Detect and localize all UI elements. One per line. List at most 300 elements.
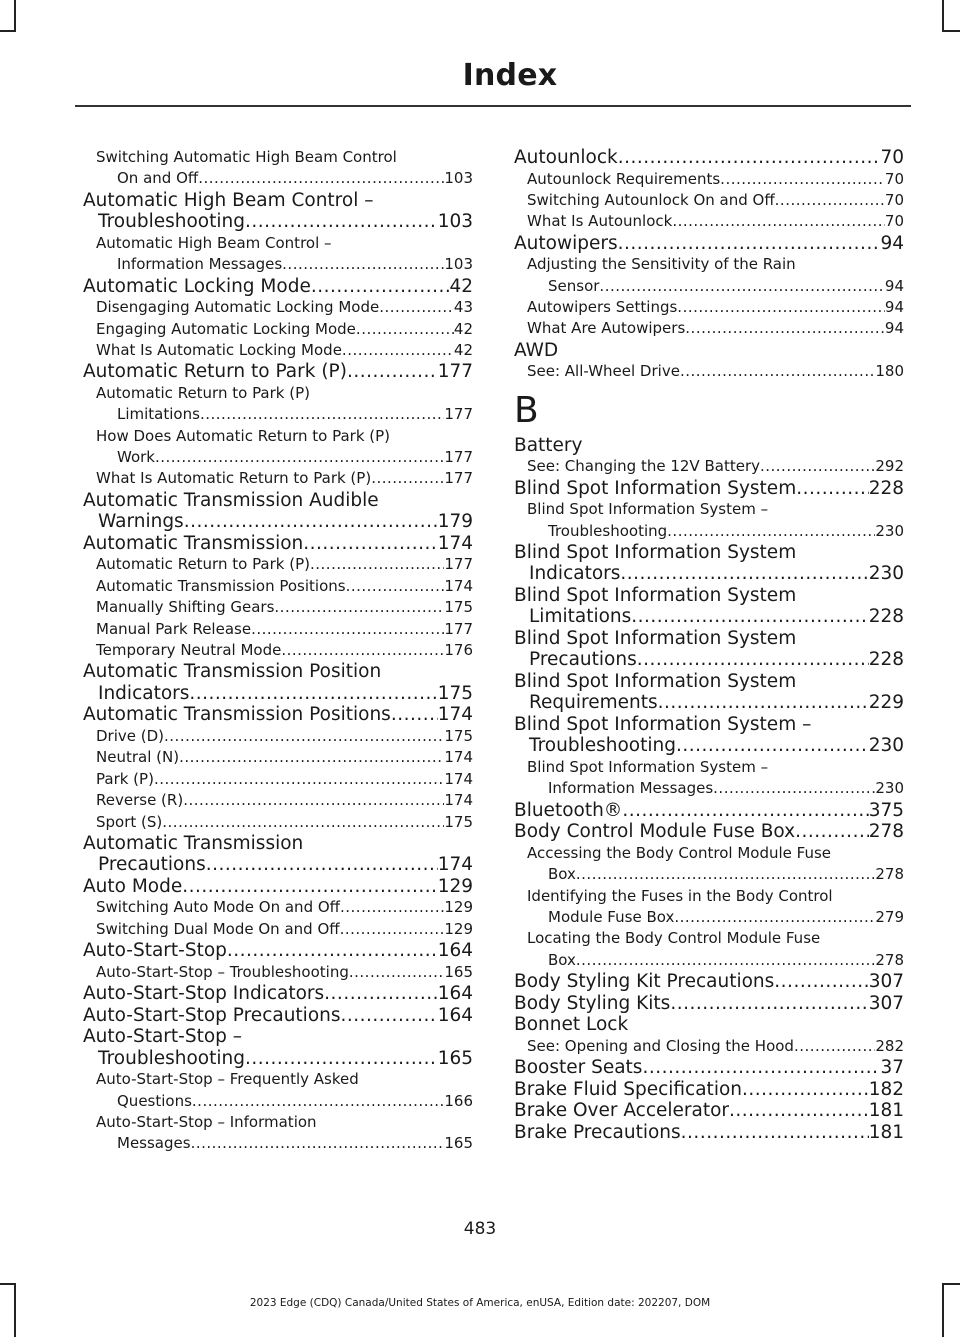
dot-leader	[182, 876, 437, 898]
dot-leader	[796, 478, 868, 500]
dot-leader	[324, 983, 438, 1005]
index-entry-text: What Is Automatic Return to Park (P)	[96, 469, 372, 488]
dot-leader	[303, 533, 437, 555]
index-page-ref: 164	[437, 983, 473, 1005]
crop-mark-top-right-vertical	[942, 0, 944, 32]
index-entry-text: Troubleshooting	[529, 735, 676, 757]
index-entry	[83, 876, 473, 898]
index-subentry	[83, 919, 473, 940]
index-subentry	[83, 769, 473, 790]
index-page-ref: 166	[444, 1091, 473, 1110]
index-entry-text: Blind Spot Information System	[514, 477, 797, 499]
index-page-ref: 174	[437, 704, 473, 726]
index-entry-text: Precautions	[529, 649, 637, 671]
index-entry	[83, 704, 473, 726]
index-subentry	[514, 757, 904, 800]
dot-leader	[379, 297, 454, 318]
index-entry-text: Body Styling Kits	[514, 992, 671, 1014]
crop-mark-top-right-horizontal	[942, 30, 960, 32]
index-entry-text: Battery	[514, 434, 583, 456]
index-page-ref: 103	[444, 255, 473, 274]
index-page-ref: 174	[444, 791, 473, 810]
index-page-ref: 307	[868, 971, 904, 993]
index-page-ref: 229	[868, 692, 904, 714]
index-page-ref: 42	[453, 319, 473, 338]
index-page-ref: 94	[884, 298, 904, 317]
index-entry-text: Automatic Return to Park (P)	[96, 555, 310, 574]
index-entry-text: Automatic Return to Park (P)	[83, 361, 347, 383]
index-page-ref: 42	[449, 275, 473, 297]
index-subentry	[83, 554, 473, 575]
index-entry-text: Switching Autounlock On and Off	[527, 190, 775, 209]
index-entry-text: Blind Spot Information System –	[527, 500, 769, 519]
index-page-ref: 37	[880, 1057, 904, 1079]
index-entry	[514, 821, 904, 843]
dot-leader	[162, 812, 444, 833]
index-subentry	[83, 576, 473, 597]
index-subentry	[83, 640, 473, 661]
index-page-ref: 292	[875, 457, 904, 476]
index-entry-text: Automatic Transmission	[83, 532, 304, 554]
dot-leader	[599, 276, 884, 297]
index-entry	[514, 233, 904, 255]
index-entry-text: Auto-Start-Stop – Frequently Asked	[96, 1070, 359, 1089]
index-entry-text: Automatic High Beam Control –	[83, 189, 374, 211]
index-page-ref: 375	[868, 799, 904, 821]
index-page-ref: 177	[444, 448, 473, 467]
index-page-ref: 174	[437, 854, 473, 876]
index-entry	[83, 661, 473, 704]
index-entry-text: Auto-Start-Stop Indicators	[83, 983, 325, 1005]
index-page-ref: 181	[868, 1121, 904, 1143]
index-entry-text: Brake Precautions	[514, 1121, 681, 1143]
dot-leader	[672, 211, 885, 232]
index-entry-text: Automatic Locking Mode	[83, 275, 311, 297]
dot-leader	[198, 168, 444, 189]
index-entry-text: Autounlock	[514, 147, 618, 168]
index-subentry	[83, 619, 473, 640]
index-page-ref: 43	[453, 298, 473, 317]
index-entry-text: Work	[117, 448, 155, 467]
dot-leader	[576, 950, 875, 971]
index-page-ref: 177	[444, 555, 473, 574]
index-page-ref: 175	[444, 726, 473, 745]
index-entry-text: Auto-Start-Stop	[83, 940, 227, 962]
index-subentry	[514, 361, 904, 382]
dot-leader	[637, 649, 869, 671]
dot-leader	[179, 747, 444, 768]
index-subentry	[83, 747, 473, 768]
dot-leader	[676, 735, 869, 757]
index-entry-text: Booster Seats	[514, 1057, 643, 1079]
index-entry	[514, 478, 904, 500]
index-entry	[514, 1079, 904, 1101]
index-page-ref: 228	[868, 477, 904, 499]
index-page-ref: 129	[437, 875, 473, 897]
index-section-letter: B	[514, 389, 539, 431]
dot-leader	[340, 919, 445, 940]
index-entry-text: See: Changing the 12V Battery	[527, 457, 760, 476]
index-entry	[514, 800, 904, 822]
index-entry-text: Box	[548, 865, 576, 884]
index-subentry	[83, 726, 473, 747]
index-entry	[83, 190, 473, 233]
index-page-ref: 174	[444, 576, 473, 595]
index-subentry	[514, 499, 904, 542]
index-page-ref: 177	[444, 619, 473, 638]
index-entry-text: What Is Automatic Locking Mode	[96, 340, 342, 359]
dot-leader	[189, 683, 437, 705]
index-subentry	[83, 147, 473, 190]
index-entry-text: See: All-Wheel Drive	[527, 362, 680, 381]
index-entry-text: Engaging Automatic Locking Mode	[96, 319, 356, 338]
index-entry-text: Switching Dual Mode On and Off	[96, 919, 340, 938]
index-page-ref: 175	[444, 598, 473, 617]
dot-leader	[191, 1133, 445, 1154]
index-subentry	[83, 790, 473, 811]
index-entry-text: Locating the Body Control Module Fuse	[527, 929, 821, 948]
dot-leader	[674, 907, 875, 928]
index-page-ref: 70	[880, 147, 904, 168]
index-page-ref: 165	[444, 1134, 473, 1153]
index-entry-text: Blind Spot Information System	[514, 541, 797, 563]
dot-leader	[680, 361, 875, 382]
index-subentry	[83, 233, 473, 276]
dot-leader	[618, 233, 881, 255]
index-entry	[514, 1122, 904, 1144]
index-page-ref: 228	[868, 606, 904, 628]
index-page-ref: 180	[875, 362, 904, 381]
index-subentry	[83, 340, 473, 361]
index-entry-text: Identifying the Fuses in the Body Control	[527, 886, 833, 905]
dot-leader	[200, 404, 444, 425]
crop-mark-bottom-left-vertical	[14, 1283, 16, 1337]
index-entry	[514, 1100, 904, 1122]
crop-mark-top-left-vertical	[14, 0, 16, 32]
index-subentry	[514, 456, 904, 477]
dot-leader	[164, 726, 444, 747]
dot-leader	[760, 456, 875, 477]
index-page-ref: 177	[437, 361, 473, 383]
index-entry-text: On and Off	[117, 169, 199, 188]
dot-leader	[742, 1079, 869, 1101]
index-page-ref: 230	[875, 779, 904, 798]
index-page-ref: 165	[444, 962, 473, 981]
dot-leader	[356, 319, 454, 340]
index-page-ref: 228	[868, 649, 904, 671]
index-page-ref: 175	[437, 682, 473, 704]
index-entry-text: Automatic Return to Park (P)	[96, 383, 310, 402]
index-entry-text: Reverse (R)	[96, 791, 184, 810]
index-entry-text: Questions	[117, 1091, 192, 1110]
dot-leader	[184, 511, 438, 533]
index-entry-text: Requirements	[529, 692, 658, 714]
index-entry	[514, 147, 904, 169]
index-entry-text: Indicators	[529, 563, 621, 585]
index-page-ref: 230	[868, 563, 904, 585]
index-entry	[514, 628, 904, 671]
index-entry	[514, 671, 904, 714]
index-entry	[514, 714, 904, 757]
index-subentry	[83, 812, 473, 833]
index-entry-text: Drive (D)	[96, 726, 165, 745]
dot-leader	[251, 619, 444, 640]
index-page-ref: 94	[880, 232, 904, 254]
index-entry-text: Auto Mode	[83, 875, 183, 897]
dot-leader	[618, 147, 881, 169]
index-entry-text: Automatic Transmission	[83, 832, 304, 854]
index-page-ref: 70	[884, 169, 904, 188]
index-subentry	[83, 962, 473, 983]
index-entry-text: Warnings	[98, 511, 184, 533]
dot-leader	[667, 521, 875, 542]
index-entry-text: Park (P)	[96, 769, 154, 788]
dot-leader	[720, 169, 885, 190]
index-entry-text: Auto-Start-Stop – Information	[96, 1112, 317, 1131]
index-entry-text: Sensor	[548, 276, 600, 295]
index-entry	[514, 993, 904, 1015]
index-entry-text: Troubleshooting	[98, 211, 245, 233]
index-page-ref: 230	[875, 521, 904, 540]
footer-edition-text: 2023 Edge (CDQ) Canada/United States of America, enUSA, Edition date: 202207, DOM	[249, 1297, 711, 1309]
dot-leader	[154, 769, 444, 790]
crop-mark-bottom-right-horizontal	[942, 1283, 960, 1285]
dot-leader	[677, 297, 885, 318]
index-subentry	[514, 254, 904, 297]
index-entry-text: Module Fuse Box	[548, 908, 675, 926]
index-subentry	[514, 297, 904, 318]
index-entry-text: Blind Spot Information System –	[514, 713, 812, 735]
index-page-ref: 174	[444, 769, 473, 788]
index-subentry	[514, 318, 904, 339]
index-entry-text: Limitations	[117, 405, 200, 424]
index-subentry	[514, 843, 904, 886]
index-entry-text: Body Control Module Fuse Box	[514, 821, 796, 843]
index-page-ref: 177	[444, 405, 473, 424]
page-title: Index	[462, 58, 558, 93]
dot-leader	[282, 254, 444, 275]
index-entry-text: Auto-Start-Stop – Troubleshooting	[96, 962, 349, 981]
index-subentry	[83, 297, 473, 318]
index-subentry	[83, 426, 473, 469]
index-page-ref: 129	[444, 919, 473, 938]
index-entry	[514, 1057, 904, 1079]
index-subentry	[83, 319, 473, 340]
index-entry-text: Troubleshooting	[548, 521, 668, 540]
index-page-ref: 164	[437, 940, 473, 962]
index-entry-text: Bonnet Lock	[514, 1014, 629, 1036]
dot-leader	[729, 1100, 869, 1122]
index-entry	[83, 1005, 473, 1027]
index-entry	[514, 542, 904, 585]
index-entry-text: Body Styling Kit Precautions	[514, 971, 775, 993]
index-entry-text: Precautions	[98, 854, 206, 876]
index-page-ref: 230	[868, 735, 904, 757]
index-page-ref: 70	[884, 212, 904, 231]
index-column-left	[83, 147, 473, 1155]
index-entry	[83, 833, 473, 876]
index-subentry	[83, 468, 473, 489]
index-page-ref: 279	[875, 908, 904, 926]
index-entry	[514, 971, 904, 993]
index-entry-text: How Does Automatic Return to Park (P)	[96, 426, 391, 445]
index-page-ref: 70	[884, 190, 904, 209]
index-entry-text: Accessing the Body Control Module Fuse	[527, 843, 831, 862]
index-page-ref: 42	[453, 340, 473, 359]
dot-leader	[311, 276, 450, 298]
dot-leader	[192, 1091, 444, 1112]
index-entry-text: Information Messages	[548, 779, 714, 798]
page-number: 483	[463, 1219, 497, 1239]
index-page-ref: 179	[437, 511, 473, 533]
index-entry-text: Blind Spot Information System –	[527, 757, 769, 776]
index-page-ref: 129	[444, 898, 473, 917]
index-entry-text: Temporary Neutral Mode	[96, 641, 282, 659]
header-divider	[75, 105, 911, 107]
index-page-ref: 165	[437, 1047, 473, 1069]
index-entry-text: Blind Spot Information System	[514, 670, 797, 692]
index-subentry	[83, 1112, 473, 1155]
index-entry-text: Disengaging Automatic Locking Mode	[96, 298, 380, 317]
index-subentry	[83, 897, 473, 918]
dot-leader	[576, 864, 875, 885]
dot-leader	[342, 340, 454, 361]
dot-leader	[155, 447, 444, 468]
index-subentry	[514, 928, 904, 971]
index-entry	[514, 1014, 904, 1036]
index-entry-text: Limitations	[529, 606, 632, 628]
index-column-right	[514, 147, 904, 1143]
index-page-ref: 278	[875, 950, 904, 969]
index-page-ref: 282	[875, 1036, 904, 1055]
index-entry	[514, 585, 904, 628]
index-entry-text: Switching Auto Mode On and Off	[96, 898, 340, 917]
index-entry-text: What Is Autounlock	[527, 212, 673, 231]
index-subentry	[83, 1069, 473, 1112]
index-page-ref: 174	[444, 748, 473, 767]
dot-leader	[245, 211, 438, 233]
index-entry-text: Manually Shifting Gears	[96, 598, 275, 617]
index-subentry	[83, 597, 473, 618]
dot-leader	[371, 468, 444, 489]
dot-leader	[281, 640, 444, 661]
index-page-ref: 182	[868, 1078, 904, 1100]
index-page-ref: 103	[437, 211, 473, 233]
index-entry	[83, 983, 473, 1005]
crop-mark-bottom-right-vertical	[942, 1283, 944, 1337]
index-entry-text: Brake Over Accelerator	[514, 1100, 730, 1122]
dot-leader	[775, 190, 885, 211]
index-subentry	[514, 1036, 904, 1057]
dot-leader	[670, 993, 868, 1015]
index-page-ref: 103	[444, 169, 473, 188]
index-entry-text: Auto-Start-Stop Precautions	[83, 1004, 341, 1026]
index-entry-text: Automatic Transmission Positions	[96, 576, 346, 595]
index-page-ref: 181	[868, 1100, 904, 1122]
index-entry-text: Automatic Transmission Position	[83, 661, 382, 683]
index-page-ref: 278	[868, 821, 904, 843]
crop-mark-top-left-horizontal	[0, 30, 16, 32]
index-entry	[83, 361, 473, 383]
dot-leader	[620, 563, 868, 585]
index-entry-text: Auto-Start-Stop –	[83, 1026, 243, 1048]
index-entry-text: Box	[548, 950, 576, 969]
index-entry-text: Adjusting the Sensitivity of the Rain	[527, 255, 796, 274]
dot-leader	[794, 1036, 875, 1057]
dot-leader	[340, 897, 444, 918]
index-entry-text: Autowipers	[514, 232, 618, 254]
index-entry-text: See: Opening and Closing the Hood	[527, 1036, 794, 1055]
index-entry-text: Indicators	[98, 682, 190, 704]
dot-leader	[658, 692, 869, 714]
index-entry-text: Manual Park Release	[96, 619, 252, 638]
dot-leader	[227, 940, 438, 962]
dot-leader	[713, 778, 875, 799]
index-subentry	[514, 190, 904, 211]
dot-leader	[206, 854, 438, 876]
index-subentry	[514, 886, 904, 929]
index-entry-text: Automatic Transmission Audible	[83, 489, 379, 511]
index-entry-text: Blind Spot Information System	[514, 584, 797, 606]
dot-leader	[642, 1057, 880, 1079]
dot-leader	[391, 704, 438, 726]
index-subentry	[83, 383, 473, 426]
index-entry-text: Sport (S)	[96, 812, 163, 831]
dot-leader	[681, 1122, 869, 1144]
index-entry-text: Information Messages	[117, 255, 283, 274]
index-entry-text: Switching Automatic High Beam Control	[96, 148, 397, 166]
index-entry-text: Messages	[117, 1134, 191, 1153]
index-subentry	[514, 211, 904, 232]
index-entry	[83, 533, 473, 555]
index-subentry	[514, 169, 904, 190]
dot-leader	[310, 554, 444, 575]
index-entry	[83, 940, 473, 962]
index-entry-text: Bluetooth®	[514, 799, 623, 821]
crop-mark-bottom-left-horizontal	[0, 1283, 16, 1285]
index-entry-text: AWD	[514, 339, 559, 361]
dot-leader	[631, 606, 868, 628]
dot-leader	[274, 597, 444, 618]
index-page-ref: 278	[875, 865, 904, 884]
dot-leader	[349, 962, 444, 983]
index-entry-text: Blind Spot Information System	[514, 627, 797, 649]
index-entry-text: Automatic High Beam Control –	[96, 233, 332, 252]
index-page-ref: 176	[444, 641, 473, 659]
dot-leader	[347, 361, 438, 383]
dot-leader	[774, 971, 868, 993]
index-entry-text: What Are Autowipers	[527, 319, 686, 338]
index-entry-text: Autounlock Requirements	[527, 169, 721, 188]
dot-leader	[685, 318, 885, 339]
index-entry	[83, 276, 473, 298]
index-entry	[83, 490, 473, 533]
dot-leader	[245, 1048, 438, 1070]
index-entry	[514, 340, 904, 362]
dot-leader	[346, 576, 445, 597]
index-page-ref: 94	[884, 276, 904, 295]
index-entry-text: Neutral (N)	[96, 748, 180, 767]
dot-leader	[183, 790, 444, 811]
index-page-ref: 175	[444, 812, 473, 831]
index-entry-text: Autowipers Settings	[527, 298, 678, 317]
index-entry-text: Automatic Transmission Positions	[83, 704, 391, 726]
dot-leader	[795, 821, 869, 843]
index-entry	[514, 435, 904, 457]
index-entry-text: Troubleshooting	[98, 1047, 245, 1069]
index-page-ref: 177	[444, 469, 473, 488]
index-page-ref: 307	[868, 992, 904, 1014]
